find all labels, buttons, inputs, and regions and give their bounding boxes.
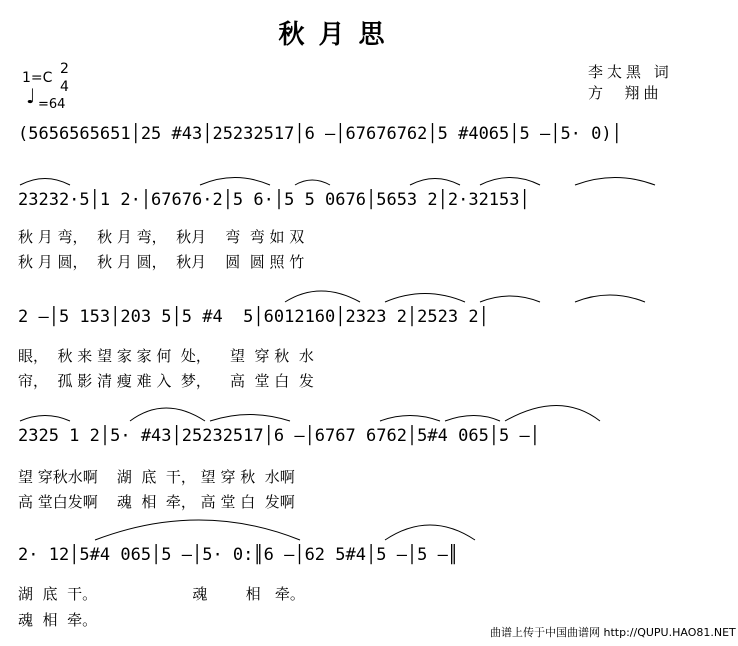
score-row-4-lyrics-verse-1: 望 穿秋水啊 湖 底 干， 望 穿 秋 水啊 <box>18 468 295 486</box>
time-signature-numerator: 2 <box>60 61 69 77</box>
score-row-1-notes: (5656565651│25 #43│25232517│6 –│67676762│5 #4065│5 –│5· 0)│ <box>18 124 622 144</box>
score-row-2-notes: 23232·5│1 2·│67676·2│5 6·│5 5 0676│5653 2│2·32153│ <box>18 190 530 210</box>
time-signature-denominator: 4 <box>60 79 69 95</box>
lyricist-credit: 李太黑 词 <box>588 63 673 81</box>
site-footer: 曲谱上传于中国曲谱网 http://QUPU.HAO81.NET <box>488 622 738 642</box>
score-row-5-notes: 2· 12│5#4 065│5 –│5· 0:║6 –│62 5#4│5 –│5 –║ <box>18 545 459 565</box>
song-title: 秋月思 <box>278 20 399 50</box>
score-row-2-lyrics-verse-2: 秋 月 圆， 秋 月 圆， 秋月 圆 圆 照 竹 <box>18 253 305 271</box>
score-row-3-notes: 2 –│5 153│203 5│5 #4 5│6012160│2323 2│2523 2│ <box>18 307 489 327</box>
score-row-4-lyrics-verse-2: 高 堂白发啊 魂 相 牵， 高 堂 白 发啊 <box>18 493 295 511</box>
quarter-note-icon: ♩ <box>26 84 36 108</box>
score-row-3-lyrics-verse-2: 帘， 孤 影 清 瘦 难 入 梦， 高 堂 白 发 <box>18 372 314 390</box>
score-row-3-lyrics-verse-1: 眼， 秋 来 望 家 家 何 处， 望 穿 秋 水 <box>18 347 314 365</box>
composer-credit: 方 翔曲 <box>588 84 663 102</box>
score-row-5-lyrics-verse-1: 湖 底 干。 魂 相 牵。 <box>18 585 305 603</box>
score-row-2-lyrics-verse-1: 秋 月 弯， 秋 月 弯， 秋月 弯 弯 如 双 <box>18 228 305 246</box>
tempo-marking: =64 <box>38 97 66 112</box>
key-signature: 1=C <box>22 70 53 86</box>
score-row-5-lyrics-verse-2: 魂 相 牵。 <box>18 611 98 629</box>
score-row-4-notes: 2325 1 2│5· #43│25232517│6 –│6767 6762│5#4 065│5 –│ <box>18 426 540 446</box>
